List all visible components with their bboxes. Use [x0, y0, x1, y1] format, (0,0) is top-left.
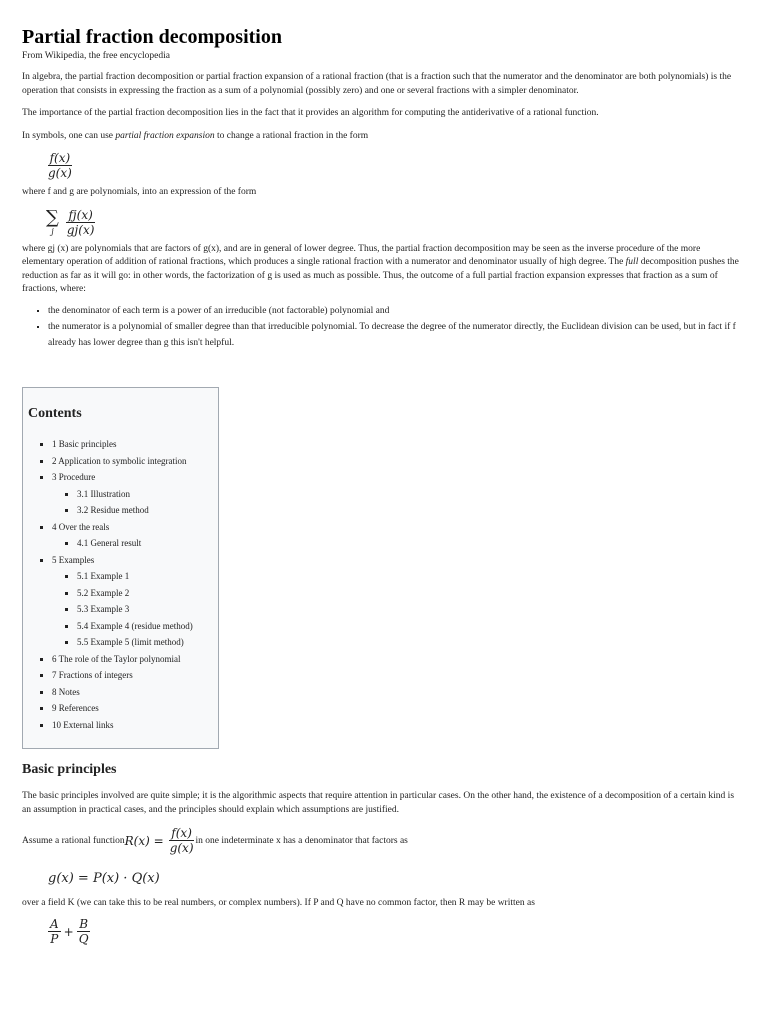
- toc-subitem[interactable]: ▪ 5.1 Example 1: [77, 568, 193, 585]
- toc-item[interactable]: ▪ 8 Notes: [52, 684, 193, 701]
- toc-item[interactable]: ▪ 9 References: [52, 700, 193, 717]
- conditions-list: [22, 303, 744, 351]
- intro-paragraph-1: In algebra, the partial fraction decomposition or partial fraction expansion of a rational fraction (that is a fraction such that the numerator and the denominator are both polynomials) is the operation that consists in expressing the fraction as a sum of a polynomial (possibly zero) and one or several fractions with a simpler denominator.: [22, 72, 732, 96]
- formula-f-over-g: $\frac{f(x)}{g(x)}$: [48, 151, 72, 180]
- toc-subitem[interactable]: ▪ 5.3 Example 3: [77, 601, 193, 618]
- toc-subitem[interactable]: ▪ 5.4 Example 4 (residue method): [77, 618, 193, 635]
- toc-item[interactable]: ▪ 6 The role of the Taylor polynomial: [52, 651, 193, 668]
- basic-paragraph-2: Assume a rational function R(x) = $\frac{f(x)}{g(x)}$ in one indeterminate x has a denominator that factors as: [22, 826, 408, 855]
- intro-paragraph-2: The importance of the partial fraction decomposition lies in the fact that it provides an algorithm for computing the antiderivative of a rational function.: [22, 108, 599, 118]
- toc-subitem[interactable]: ▪ 4.1 General result: [77, 535, 193, 552]
- intro-paragraph-5: where gj (x) are polynomials that are factors of g(x), and are in general of lower degree. Thus, the partial fraction decomposition may be seen as the inverse procedure of the more elementary operation of addition of rational fractions, which produces a single rational fraction with a numerator and denominator usually of high degree. The full decomposition pushes the reduction as far as it will go: in other words, the factorization of g is used as much as possible. Thus, the outcome of a full partial fraction expansion expresses that fraction as a sum of fractions, where:: [22, 243, 739, 294]
- toc-subitem[interactable]: ▪ 5.2 Example 2: [77, 585, 193, 602]
- basic-paragraph-1: The basic principles involved are quite simple; it is the algorithmic aspects that require attention in particular cases. On the other hand, the existence of a decomposition of a certain kind is an assumption in practical cases, and the principles should explain which assumptions are justified.: [22, 791, 735, 815]
- tagline: From Wikipedia, the free encyclopedia: [22, 51, 170, 61]
- toc-item[interactable]: ▪ 4 Over the reals ▪ 4.1 General result: [52, 519, 193, 552]
- article: [22, 0, 744, 946]
- toc-item[interactable]: ▪ 10 External links: [52, 717, 193, 734]
- toc-subitem[interactable]: ▪ 5.5 Example 5 (limit method): [77, 634, 193, 651]
- formula-sum: ∑ j $\frac{fj(x)}{gj(x)}$: [46, 206, 95, 237]
- intro-paragraph-3: In symbols, one can use partial fraction expansion to change a rational fraction in the form: [22, 130, 369, 141]
- intro-paragraph-4: where f and g are polynomials, into an expression of the form: [22, 187, 257, 197]
- page-title: Partial fraction decomposition: [22, 26, 282, 48]
- section-heading-basic-principles: Basic principles: [22, 762, 117, 777]
- toc-title: Contents: [28, 406, 82, 421]
- toc-subitem[interactable]: ▪ 3.2 Residue method: [77, 502, 193, 519]
- formula-g-factor: g(x) = P(x) · Q(x): [48, 871, 160, 886]
- list-item: ▪ the numerator is a polynomial of smaller degree than that irreducible polynomial. To decrease the degree of the numerator directly, the Euclidean division can be used, but in fact if f already has lower degree than g this isn't helpful.: [48, 319, 744, 351]
- toc-item[interactable]: ▪ 5 Examples ▪ 5.1 Example 1 ▪ 5.2 Example 2 ▪ 5.3 Example 3 ▪ 5.4 Example 4 (residue method) ▪ 5.5 Example 5 (limit method): [52, 552, 193, 651]
- toc-item[interactable]: ▪ 7 Fractions of integers: [52, 667, 193, 684]
- basic-paragraph-3: over a field K (we can take this to be real numbers, or complex numbers). If P and Q have no common factor, then R may be written as: [22, 898, 535, 908]
- toc-item[interactable]: ▪ 3 Procedure ▪ 3.1 Illustration ▪ 3.2 Residue method: [52, 469, 193, 519]
- toc-item[interactable]: ▪ 1 Basic principles: [52, 436, 193, 453]
- toc-item[interactable]: ▪ 2 Application to symbolic integration: [52, 453, 193, 470]
- list-item: ▪ the denominator of each term is a power of an irreducible (not factorable) polynomial and: [48, 303, 744, 319]
- table-of-contents: [22, 387, 219, 749]
- formula-a-over-p-plus-b-over-q: $\frac{A}{P}$ + $\frac{B}{Q}$: [50, 917, 89, 946]
- toc-subitem[interactable]: ▪ 3.1 Illustration: [77, 486, 193, 503]
